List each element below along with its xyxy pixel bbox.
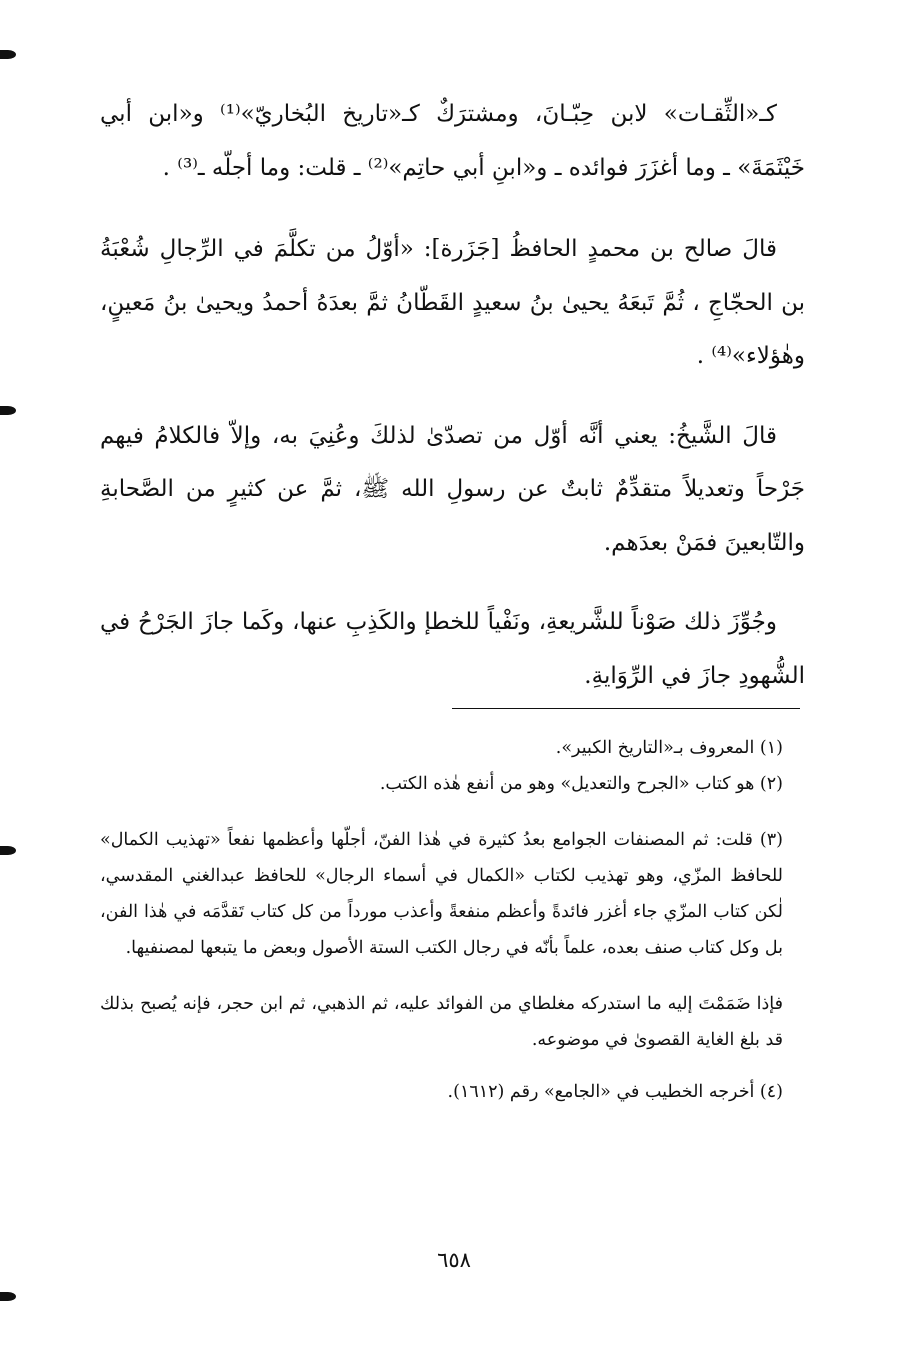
binding-mark-lower-middle (0, 846, 16, 855)
footnote-4: (٤) أخرجه الخطيب في «الجامع» رقم (١٦١٢). (447, 1082, 783, 1102)
paragraph-2: قالَ صالح بن محمدٍ الحافظُ [جَزَرة]: «أوّلُ من تكلَّمَ في الرِّجالِ شُعْبَةُ بن الحجّاجِ ، ثُمَّ تَبعَهُ يحيىٰ بنُ سعيدٍ القَطّانُ ثمَّ بعدَهُ أحمدُ ويحيىٰ بنُ مَعينٍ، وهٰؤلاء»⁽⁴⁾ . (100, 236, 805, 369)
paragraph-4: وجُوِّزَ ذلك صَوْناً للشَّريعةِ، ونَفْياً للخطإ والكَذِبِ عنها، وكَما جازَ الجَرْحُ في الشُّهودِ جازَ في الرِّوَايةِ. (100, 609, 805, 689)
footnote-separator (452, 708, 800, 709)
binding-mark-bottom (0, 1292, 16, 1301)
footnote-1: (١) المعروف بـ«التاريخ الكبير». (555, 738, 783, 758)
binding-mark-top (0, 50, 16, 59)
main-text (100, 88, 805, 703)
paragraph-1: كـ«الثِّقـات» لابن حِبّـانَ، ومشترَكٌ كـ«تاريخ البُخاريّ»⁽¹⁾ و«ابن أبي خَيْثَمَةَ» ـ وما أغزَرَ فوائده ـ و«ابنِ أبي حاتِم»⁽²⁾ ـ قلت: وما أجلّه ـ⁽³⁾ . (100, 101, 805, 181)
footnotes (100, 730, 783, 1110)
paragraph-3: قالَ الشَّيخُ: يعني أنَّه أوّل من تصدّىٰ لذلكَ وعُنِيَ به، وإلاّ فالكلامُ فيهم جَرْحاً وتعديلاً متقدِّمٌ ثابتٌ عن رسولِ الله ﷺ، ثمَّ عن كثيرٍ من الصَّحابةِ والتّابعينَ فمَنْ بعدَهم. (100, 422, 805, 556)
page-number: ٦٥٨ (437, 1248, 471, 1272)
footnote-3: (٣) قلت: ثم المصنفات الجوامع بعدُ كثيرة في هٰذا الفنّ، أجلّها وأعظمها نفعاً «تهذيب الكمال» للحافظ المزّي، وهو تهذيب لكتاب «الكمال في أسماء الرجال» للحافظ عبدالغني المقدسي، لٰكن كتاب المزّي جاء أغزر فائدةً وأعظم منفعةً وأعذب مورداً من كل كتاب تَقدَّمَه في هٰذا الفن، بل وكل كتاب صنف بعده، علماً بأنّه في رجال الكتب الستة الأصول وبعض ما يتبعها لمصنفيها. (100, 830, 783, 958)
footnote-3-continued: فإذا ضَمَمْتَ إليه ما استدركه مغلطاي من الفوائد عليه، ثم الذهبي، ثم ابن حجر، فإنه يُصبح بذلك قد بلغ الغاية القصوىٰ في موضوعه. (100, 994, 783, 1050)
binding-mark-upper-middle (0, 406, 16, 415)
footnote-2: (٢) هو كتاب «الجرح والتعديل» وهو من أنفع هٰذه الكتب. (379, 774, 783, 794)
